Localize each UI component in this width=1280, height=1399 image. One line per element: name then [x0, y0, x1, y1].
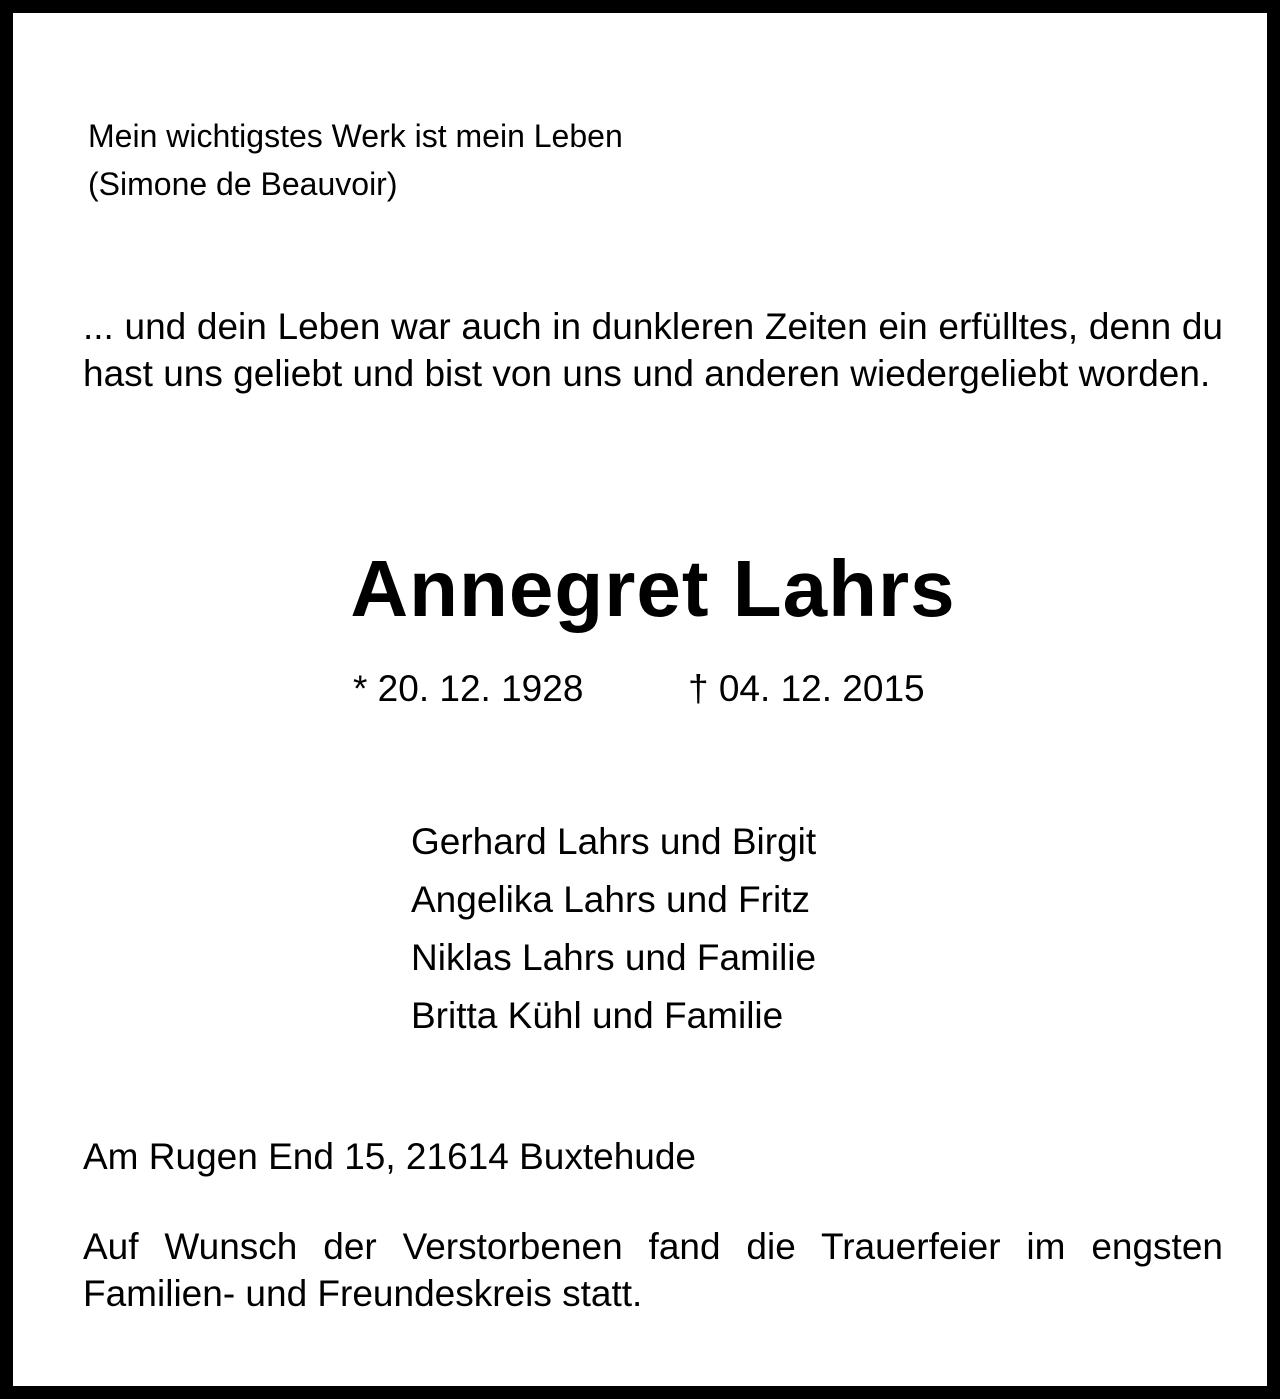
family-member: Niklas Lahrs und Familie	[411, 937, 817, 978]
family-member: Britta Kühl und Familie	[411, 995, 784, 1036]
quote-author: (Simone de Beauvoir)	[88, 166, 398, 202]
family-member: Angelika Lahrs und Fritz	[411, 879, 810, 920]
funeral-note-line-1: Auf Wunsch der Verstorbenen fand die Trauerfeier im engsten	[83, 1226, 1223, 1267]
death-date: † 04. 12. 2015	[688, 668, 925, 709]
birth-date: * 20. 12. 1928	[353, 668, 584, 709]
deceased-name: Annegret Lahrs	[350, 544, 956, 633]
address: Am Rugen End 15, 21614 Buxtehude	[83, 1136, 697, 1177]
funeral-note-line-2: Familien- und Freundeskreis statt.	[83, 1273, 643, 1314]
family-member: Gerhard Lahrs und Birgit	[411, 821, 817, 862]
quote-line-1: Mein wichtigstes Werk ist mein Leben	[88, 118, 623, 154]
intro-text: ... und dein Leben war auch in dunkleren Zeiten ein erfülltes, denn du hast uns geliebt und bist von uns und anderen wiedergeliebt worden.	[83, 306, 1223, 394]
